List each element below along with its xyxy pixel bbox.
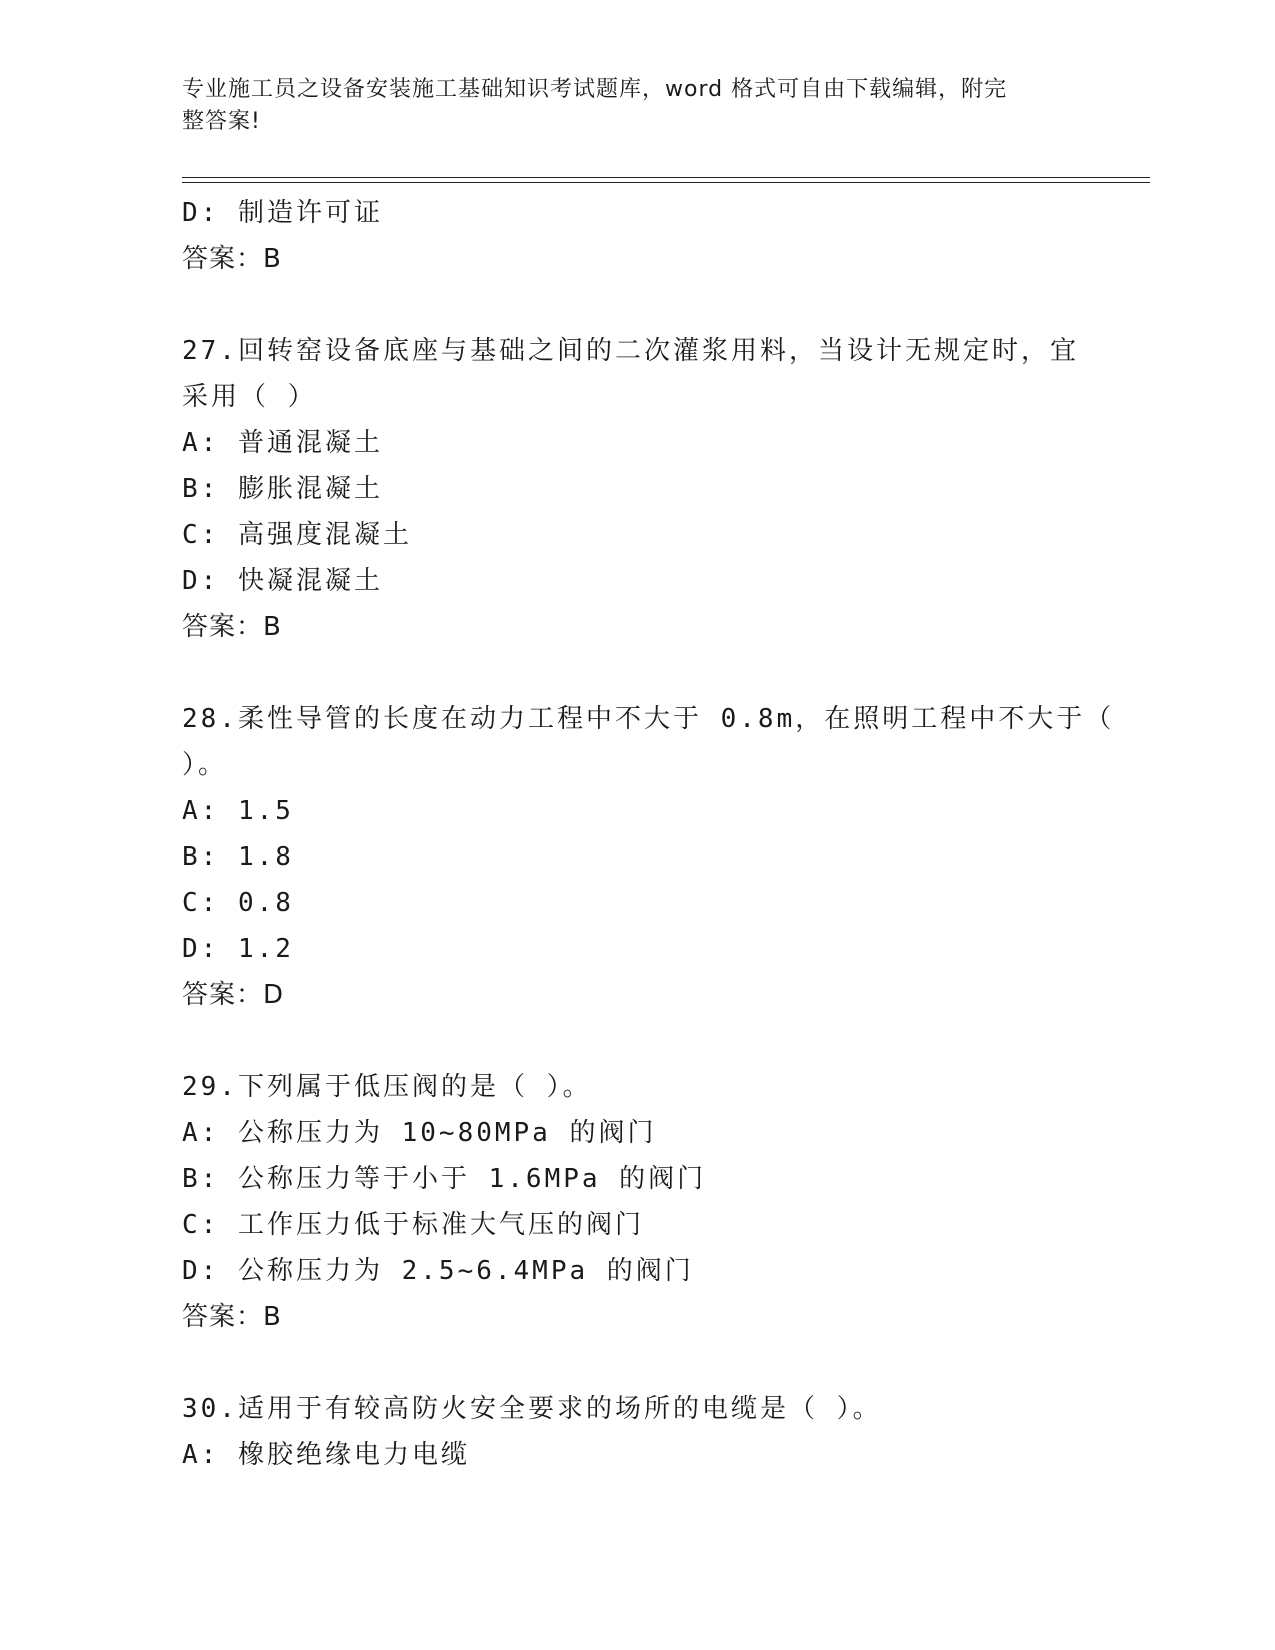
- question-stem: 27.回转窑设备底座与基础之间的二次灌浆用料，当设计无规定时，宜: [182, 336, 1079, 366]
- question-list: [182, 190, 1115, 1478]
- answer: 答案：B: [182, 1302, 282, 1332]
- question-stem: 28.柔性导管的长度在动力工程中不大于 0.8m，在照明工程中不大于（: [182, 704, 1115, 734]
- option-d: D: 快凝混凝土: [182, 566, 383, 596]
- option-d: D: 公称压力为 2.5~6.4MPa 的阀门: [182, 1256, 694, 1286]
- spacer: [182, 1340, 1082, 1386]
- option-b: B: 1.8: [182, 842, 294, 872]
- question-26-tail: [182, 190, 1082, 282]
- option-d: D: 制造许可证: [182, 198, 383, 228]
- document-header: [182, 74, 1062, 138]
- header-line-1: 专业施工员之设备安装施工基础知识考试题库，word 格式可自由下载编辑，附完: [182, 77, 1008, 102]
- question-29: [182, 1064, 1082, 1340]
- question-stem: 30.适用于有较高防火安全要求的场所的电缆是（ ）。: [182, 1394, 882, 1424]
- answer: 答案：D: [182, 980, 285, 1010]
- option-d: D: 1.2: [182, 934, 294, 964]
- question-stem-continued: ）。: [182, 750, 228, 780]
- header-rule-bottom: [182, 182, 1150, 183]
- option-b: B: 公称压力等于小于 1.6MPa 的阀门: [182, 1164, 707, 1194]
- answer: 答案：B: [182, 612, 282, 642]
- question-stem: 29.下列属于低压阀的是（ ）。: [182, 1072, 592, 1102]
- spacer: [182, 650, 1082, 696]
- option-a: A: 公称压力为 10~80MPa 的阀门: [182, 1118, 657, 1148]
- question-28: [182, 696, 1115, 1018]
- option-c: C: 高强度混凝土: [182, 520, 412, 550]
- header-line-2: 整答案!: [182, 109, 261, 134]
- answer: 答案：B: [182, 244, 282, 274]
- option-b: B: 膨胀混凝土: [182, 474, 383, 504]
- spacer: [182, 282, 1082, 328]
- question-27: [182, 328, 1082, 650]
- spacer: [182, 1018, 1082, 1064]
- question-stem-continued: 采用（ ）: [182, 382, 317, 412]
- option-a: A: 普通混凝土: [182, 428, 383, 458]
- option-c: C: 工作压力低于标准大气压的阀门: [182, 1210, 644, 1240]
- header-rule-top: [182, 177, 1150, 178]
- option-a: A: 橡胶绝缘电力电缆: [182, 1440, 470, 1470]
- option-a: A: 1.5: [182, 796, 294, 826]
- question-30: [182, 1386, 1082, 1478]
- option-c: C: 0.8: [182, 888, 294, 918]
